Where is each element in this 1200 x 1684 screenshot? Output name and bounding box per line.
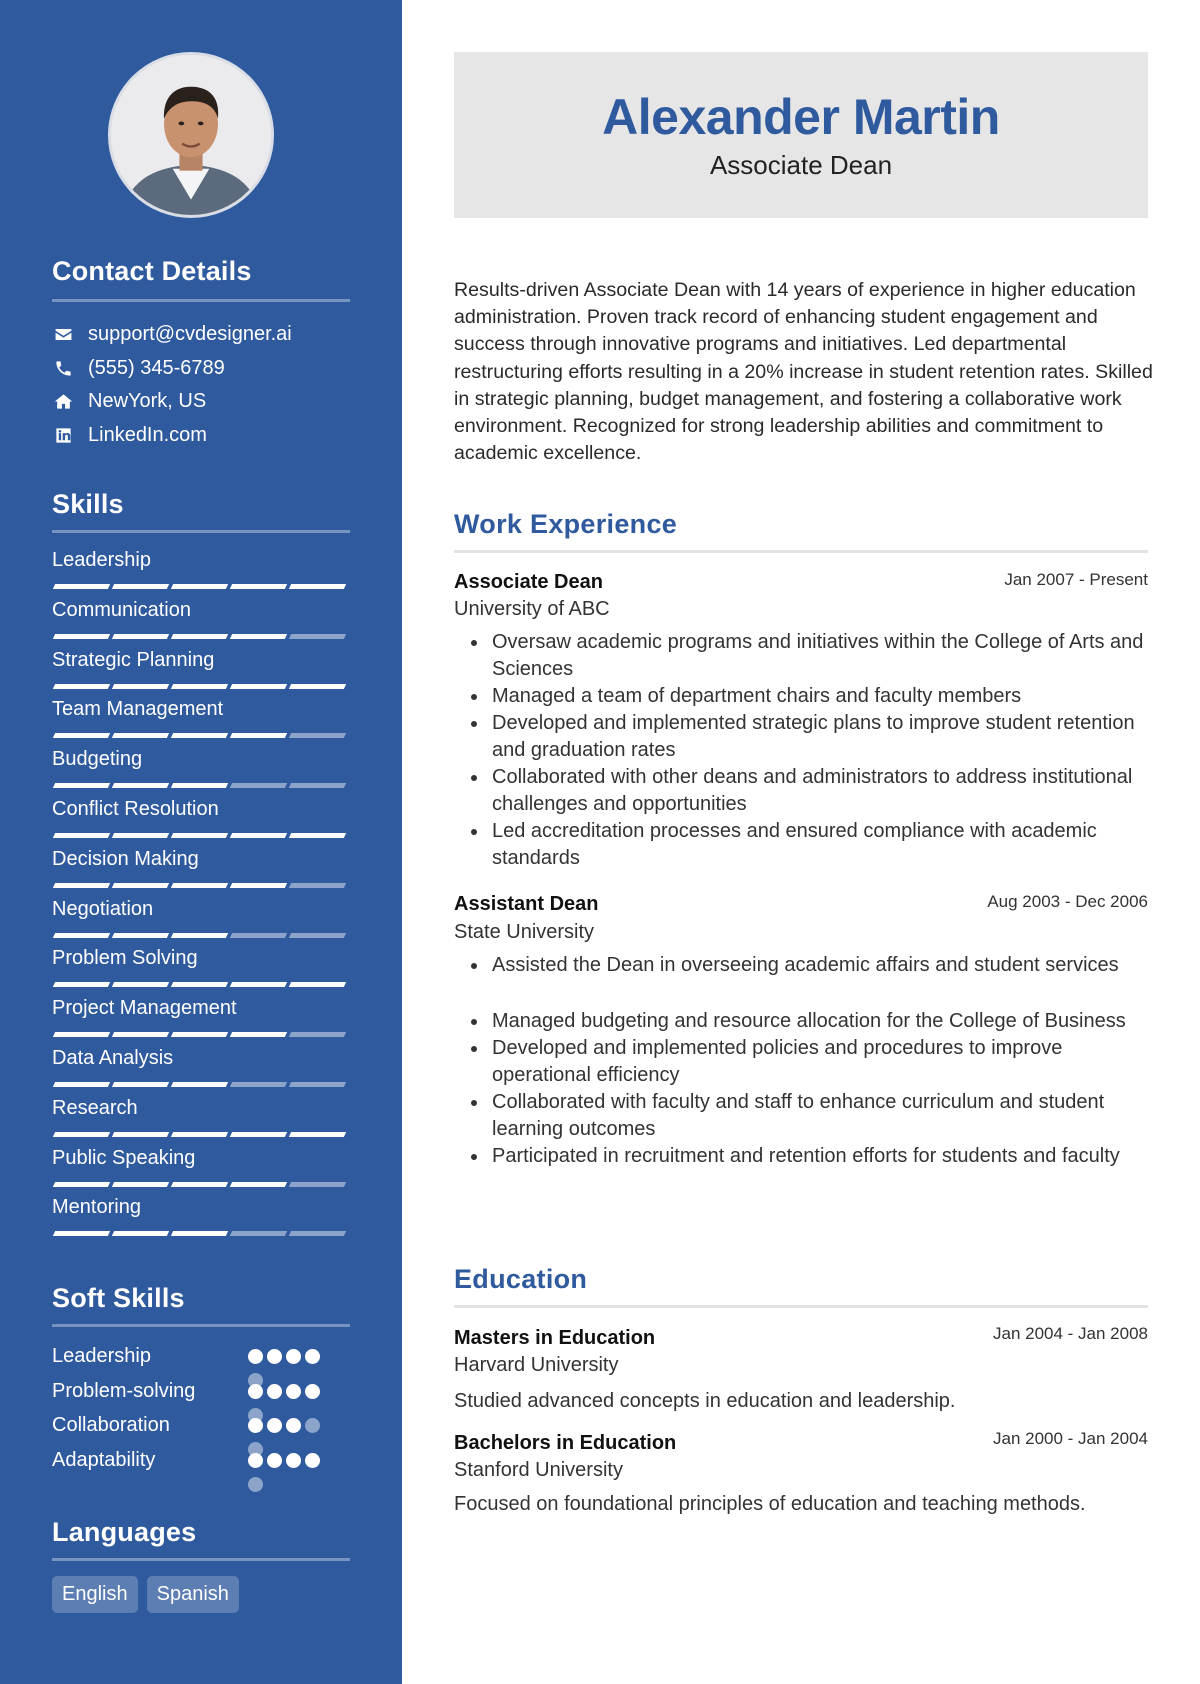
- skill-level-segment: [230, 1182, 287, 1187]
- soft-skills-divider: [52, 1324, 350, 1327]
- skill-level-segment: [53, 584, 110, 589]
- language-tag: English: [52, 1576, 138, 1613]
- job-title: Assistant Dean: [454, 893, 599, 915]
- skill-level-segment: [289, 684, 346, 689]
- contact-divider: [52, 299, 350, 302]
- skill-item: [52, 597, 352, 623]
- soft-skill-item: [52, 1376, 352, 1406]
- job-dates: Aug 2003 - Dec 2006: [987, 892, 1148, 911]
- contact-heading: Contact Details: [52, 256, 252, 286]
- skill-level-segment: [171, 634, 228, 639]
- skill-level-segment: [230, 982, 287, 987]
- skill-item: [52, 547, 352, 573]
- contact-email-text: support@cvdesigner.ai: [88, 322, 292, 345]
- job-bullet: Managed budgeting and resource allocation for the College of Business: [454, 1008, 1154, 1035]
- skill-level-segment: [53, 733, 110, 738]
- candidate-title: Associate Dean: [709, 150, 893, 180]
- skill-level-bar: [54, 733, 350, 738]
- skill-level-bar: [54, 1182, 350, 1187]
- skill-level-segment: [171, 933, 228, 938]
- contact-email[interactable]: [52, 320, 292, 348]
- skill-level-segment: [53, 634, 110, 639]
- skill-item: [52, 1145, 352, 1171]
- home-icon: [52, 390, 74, 412]
- skill-level-segment: [289, 833, 346, 838]
- skill-level-segment: [230, 833, 287, 838]
- skill-level-segment: [53, 833, 110, 838]
- skill-level-segment: [112, 634, 169, 639]
- skill-name: Budgeting: [52, 748, 143, 771]
- soft-skill-dot: [286, 1384, 301, 1399]
- skill-level-segment: [53, 883, 110, 888]
- skill-level-segment: [112, 1032, 169, 1037]
- skill-level-segment: [289, 783, 346, 788]
- contact-location: [52, 387, 206, 415]
- skill-level-segment: [171, 1182, 228, 1187]
- job-bullet: Led accreditation processes and ensured compliance with academic standards: [454, 818, 1154, 872]
- skill-level-segment: [171, 833, 228, 838]
- soft-skill-dot: [267, 1418, 282, 1433]
- soft-skill-dot: [248, 1349, 263, 1364]
- skill-name: Data Analysis: [52, 1047, 174, 1069]
- linkedin-icon: [52, 424, 74, 446]
- job-organization: University of ABC: [454, 598, 610, 620]
- skill-level-bar: [54, 634, 350, 639]
- soft-skill-dot: [267, 1453, 282, 1468]
- skill-name: Decision Making: [52, 847, 199, 870]
- skill-level-segment: [289, 1231, 346, 1236]
- skill-name: Mentoring: [52, 1196, 141, 1219]
- job-bullet-list: [454, 629, 1154, 872]
- skill-level-segment: [289, 634, 346, 639]
- education-description: Studied advanced concepts in education and leadership.: [454, 1390, 956, 1412]
- skill-name: Team Management: [52, 698, 224, 721]
- job-bullet: Collaborated with faculty and staff to enhance curriculum and student learning outcomes: [454, 1089, 1154, 1143]
- languages-divider: [52, 1558, 350, 1561]
- soft-skill-rating: [248, 1453, 338, 1469]
- skill-level-segment: [171, 1132, 228, 1137]
- skill-level-segment: [171, 1231, 228, 1236]
- education-degree: Bachelors in Education: [454, 1432, 677, 1454]
- skill-level-segment: [171, 1032, 228, 1037]
- skills-divider: [52, 530, 350, 533]
- summary-text: Results-driven Associate Dean with 14 years of experience in higher education administration. Proven track record of enhancing student engagement and success through innovative programs and initiatives. Led departmental restructuring efforts resulting in a 20% increase in student retention rates. Skilled in strategic planning, budget management, and fostering a collaborative work environment. Recognized for strong leadership abilities and commitment to academic excellence.: [454, 279, 1153, 465]
- skill-level-bar: [54, 783, 350, 788]
- soft-skill-rating: [248, 1384, 338, 1400]
- skill-level-segment: [289, 982, 346, 987]
- skill-level-segment: [53, 933, 110, 938]
- education-description: Focused on foundational principles of education and teaching methods.: [454, 1493, 1086, 1515]
- skill-item: [52, 696, 352, 722]
- job-dates: Jan 2007 - Present: [1004, 570, 1148, 589]
- soft-skill-dot: [248, 1477, 263, 1492]
- skill-level-bar: [54, 982, 350, 987]
- skill-name: Problem Solving: [52, 947, 198, 970]
- skill-level-segment: [112, 982, 169, 987]
- skill-name: Strategic Planning: [52, 648, 215, 671]
- skill-level-segment: [289, 1082, 346, 1087]
- skill-name: Communication: [52, 598, 191, 621]
- education-dates: Jan 2004 - Jan 2008: [992, 1324, 1148, 1343]
- soft-skill-dot: [286, 1418, 301, 1433]
- skill-level-segment: [53, 783, 110, 788]
- skill-level-segment: [171, 982, 228, 987]
- soft-skill-item: [52, 1445, 352, 1475]
- skill-level-segment: [289, 733, 346, 738]
- skill-level-segment: [230, 584, 287, 589]
- skill-level-segment: [230, 634, 287, 639]
- skill-level-bar: [54, 1132, 350, 1137]
- skill-item: [52, 846, 352, 872]
- work-experience-heading: Work Experience: [454, 509, 678, 539]
- soft-skill-dot: [267, 1349, 282, 1364]
- skill-level-segment: [112, 783, 169, 788]
- skill-level-segment: [230, 1231, 287, 1236]
- skill-level-segment: [53, 1032, 110, 1037]
- education-school: Stanford University: [454, 1459, 623, 1481]
- skill-level-bar: [54, 883, 350, 888]
- job-organization: State University: [454, 921, 595, 943]
- job-title: Associate Dean: [454, 571, 603, 593]
- soft-skill-dot: [286, 1453, 301, 1468]
- skill-item: [52, 945, 352, 971]
- soft-skill-dot: [248, 1418, 263, 1433]
- job-bullet: Managed a team of department chairs and faculty members: [454, 683, 1154, 710]
- skill-item: [52, 1045, 352, 1071]
- skill-name: Negotiation: [52, 897, 154, 920]
- skill-level-segment: [230, 1132, 287, 1137]
- contact-phone-text: (555) 345-6789: [88, 356, 225, 379]
- skill-level-bar: [54, 684, 350, 689]
- job-bullet: Developed and implemented strategic plans to improve student retention and graduation rates: [454, 710, 1154, 764]
- skill-level-segment: [53, 1082, 110, 1087]
- soft-skill-item: [52, 1410, 352, 1440]
- skill-level-segment: [112, 933, 169, 938]
- job-bullet: Assisted the Dean in overseeing academic affairs and student services: [454, 952, 1154, 979]
- skill-name: Project Management: [52, 997, 237, 1020]
- soft-skill-name: Collaboration: [52, 1414, 170, 1436]
- skill-level-bar: [54, 1231, 350, 1236]
- skill-level-segment: [53, 1182, 110, 1187]
- skill-level-bar: [54, 933, 350, 938]
- soft-skill-name: Leadership: [52, 1345, 151, 1367]
- soft-skills-heading: Soft Skills: [52, 1283, 185, 1313]
- skill-level-segment: [112, 883, 169, 888]
- skill-level-segment: [289, 1032, 346, 1037]
- skill-level-bar: [54, 1082, 350, 1087]
- skill-level-segment: [171, 883, 228, 888]
- skill-level-segment: [112, 1132, 169, 1137]
- soft-skill-dot: [248, 1384, 263, 1399]
- skill-level-segment: [289, 883, 346, 888]
- soft-skill-rating: [248, 1349, 338, 1365]
- education-heading: Education: [454, 1264, 588, 1294]
- sidebar: [0, 0, 402, 1684]
- education-school: Harvard University: [454, 1354, 619, 1376]
- languages-heading: Languages: [52, 1517, 197, 1547]
- skill-item: [52, 1095, 352, 1121]
- skill-level-segment: [112, 584, 169, 589]
- skill-level-segment: [171, 733, 228, 738]
- skill-item: [52, 995, 352, 1021]
- soft-skill-dot: [267, 1384, 282, 1399]
- soft-skill-dot: [305, 1453, 320, 1468]
- skill-level-segment: [53, 1132, 110, 1137]
- skill-item: [52, 647, 352, 673]
- skill-level-segment: [112, 1231, 169, 1236]
- skill-level-segment: [230, 733, 287, 738]
- language-tag: Spanish: [147, 1576, 239, 1613]
- soft-skill-dot: [286, 1349, 301, 1364]
- skill-level-segment: [171, 1082, 228, 1087]
- skill-level-segment: [289, 584, 346, 589]
- skill-item: [52, 1194, 352, 1220]
- phone-icon: [52, 357, 74, 379]
- soft-skill-dot: [305, 1384, 320, 1399]
- candidate-name: Alexander Martin: [602, 89, 1000, 145]
- skill-level-segment: [171, 584, 228, 589]
- skill-level-segment: [289, 1132, 346, 1137]
- skill-level-bar: [54, 1032, 350, 1037]
- education-divider: [454, 1305, 1148, 1308]
- skill-name: Conflict Resolution: [52, 798, 219, 820]
- skill-level-segment: [230, 1082, 287, 1087]
- skill-level-segment: [230, 1032, 287, 1037]
- contact-location-text: NewYork, US: [88, 389, 207, 412]
- skill-level-segment: [289, 933, 346, 938]
- skill-item: [52, 796, 352, 822]
- contact-phone[interactable]: [52, 354, 225, 382]
- job-bullet: Oversaw academic programs and initiatives within the College of Arts and Sciences: [454, 629, 1154, 683]
- skill-level-segment: [112, 1182, 169, 1187]
- soft-skill-dot: [305, 1418, 320, 1433]
- skill-level-segment: [230, 933, 287, 938]
- skills-heading: Skills: [52, 489, 124, 519]
- skill-level-segment: [53, 684, 110, 689]
- job-bullet: Participated in recruitment and retention efforts for students and faculty: [454, 1143, 1154, 1170]
- skill-level-segment: [112, 1082, 169, 1087]
- work-experience-divider: [454, 550, 1148, 553]
- job-bullet-list: [454, 952, 1154, 1170]
- skill-level-segment: [230, 783, 287, 788]
- soft-skill-name: Problem-solving: [52, 1379, 196, 1402]
- profile-photo: [108, 52, 274, 218]
- languages-list: [52, 1576, 239, 1613]
- skill-level-segment: [230, 883, 287, 888]
- soft-skill-rating: [248, 1418, 338, 1434]
- job-bullet: Developed and implemented policies and procedures to improve operational efficiency: [454, 1035, 1154, 1089]
- skill-level-bar: [54, 584, 350, 589]
- job-bullet: Collaborated with other deans and administrators to address institutional challenges and opportunities: [454, 764, 1154, 818]
- skill-level-segment: [53, 982, 110, 987]
- skill-item: [52, 746, 352, 772]
- soft-skill-item: [52, 1341, 352, 1371]
- skill-name: Public Speaking: [52, 1146, 196, 1169]
- skill-name: Leadership: [52, 549, 151, 571]
- skill-level-segment: [289, 1182, 346, 1187]
- contact-linkedin-text: LinkedIn.com: [88, 423, 207, 446]
- skill-item: [52, 896, 352, 922]
- resume-header: [454, 52, 1148, 218]
- skill-level-segment: [171, 684, 228, 689]
- soft-skill-name: Adaptability: [52, 1448, 156, 1471]
- person-portrait-image: [111, 55, 271, 215]
- skill-level-segment: [112, 733, 169, 738]
- soft-skill-dot: [248, 1453, 263, 1468]
- skill-name: Research: [52, 1096, 138, 1119]
- education-degree: Masters in Education: [454, 1327, 656, 1349]
- skill-level-segment: [53, 1231, 110, 1236]
- envelope-icon: [52, 323, 74, 345]
- skill-level-segment: [171, 783, 228, 788]
- education-dates: Jan 2000 - Jan 2004: [992, 1429, 1148, 1448]
- skill-level-segment: [112, 833, 169, 838]
- skill-level-segment: [230, 684, 287, 689]
- skill-level-segment: [112, 684, 169, 689]
- soft-skill-dot: [305, 1349, 320, 1364]
- contact-linkedin[interactable]: [52, 421, 207, 449]
- skill-level-bar: [54, 833, 350, 838]
